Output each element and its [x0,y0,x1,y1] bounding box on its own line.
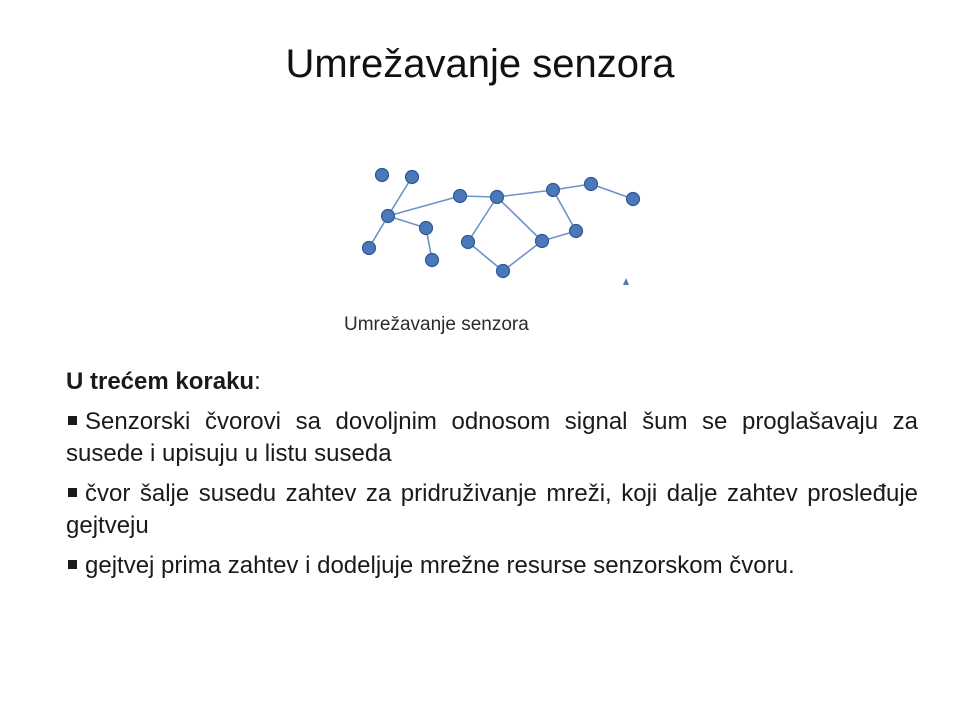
square-bullet-icon [68,560,77,569]
sensor-node [491,191,504,204]
bullet-text: gejtvej prima zahtev i dodeljuje mrežne resurse senzorskom čvoru. [85,552,795,579]
network-link [497,197,542,241]
sensor-node [382,210,395,223]
sensor-node [376,169,389,182]
network-link [503,241,542,271]
sensor-node [547,184,560,197]
sensor-node [497,265,510,278]
sensor-node [536,235,549,248]
sensor-node [454,190,467,203]
bullet-text: Senzorski čvorovi sa dovoljnim odnosom signal šum se proglašavaju za susede i upisuju u listu suseda [66,408,918,467]
bullet-item [66,550,918,582]
sensor-node [462,236,475,249]
bullet-text: čvor šalje susedu zahtev za pridruživanje mreži, koji dalje zahtev prosleđuje gejtveju [66,480,918,539]
square-bullet-icon [68,488,77,497]
network-link [497,190,553,197]
slide-content [66,366,918,590]
bullet-item [66,406,918,470]
sensor-node [426,254,439,267]
sensor-node [570,225,583,238]
sensor-network-diagram [350,160,650,290]
marker-triangle [623,278,629,285]
sensor-network-figure [350,160,650,290]
sensor-node [406,171,419,184]
step-heading [66,366,918,398]
slide-title: Umrežavanje senzora [285,42,675,86]
step-heading-suffix: : [254,368,261,395]
figure-caption: Umrežavanje senzora [344,314,529,335]
bullet-item [66,478,918,542]
sensor-node [363,242,376,255]
sensor-node [420,222,433,235]
step-heading-bold: U trećem koraku [66,368,255,395]
square-bullet-icon [68,416,77,425]
sensor-node [585,178,598,191]
network-link [468,197,497,242]
sensor-node [627,193,640,206]
